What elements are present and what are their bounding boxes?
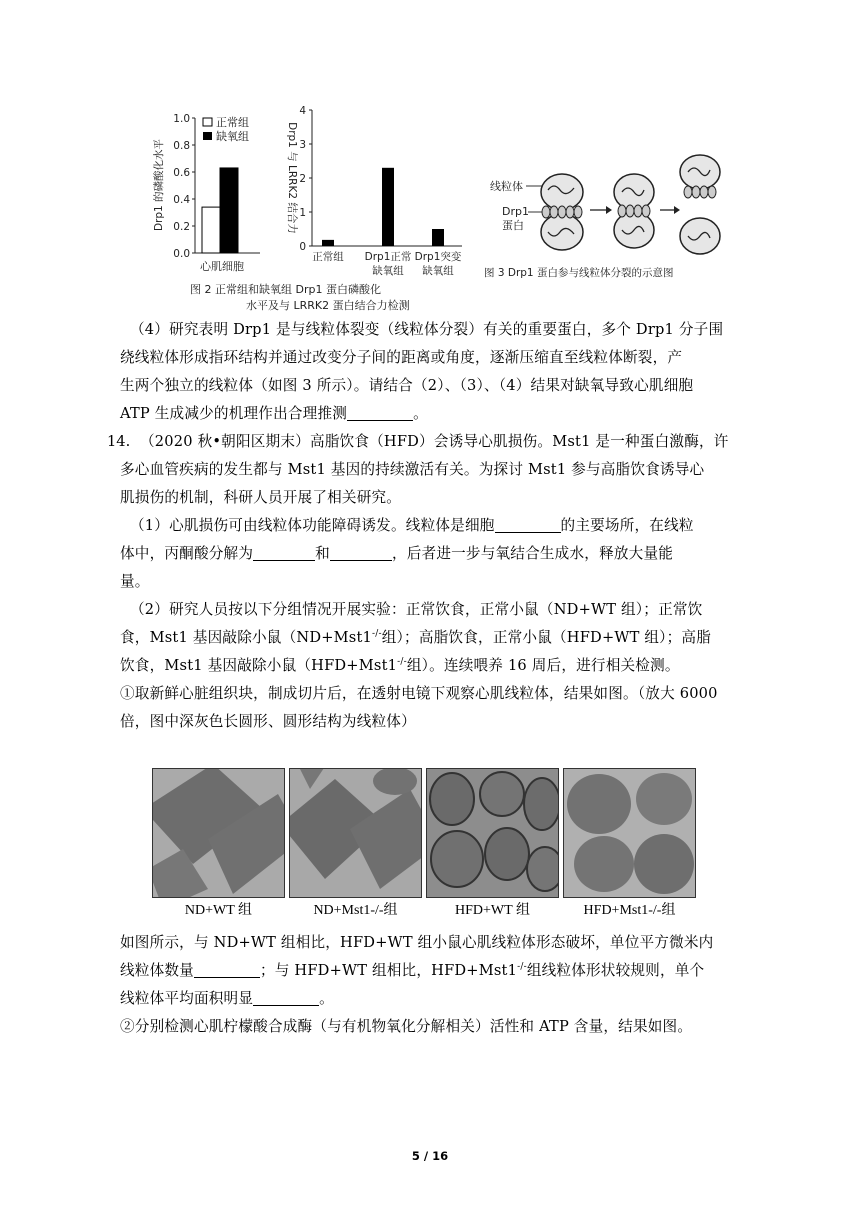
q4-line-3: 生两个独立的线粒体（如图 3 所示）。请结合（2）、（3）、（4）结果对缺氧导致心肌细胞 <box>120 377 694 394</box>
legend-normal-swatch <box>203 118 212 126</box>
micrograph-nd-wt <box>152 768 285 920</box>
mitochondrion-stage-3 <box>680 155 720 254</box>
chart-b-category-label: 缺氧组 <box>422 265 454 277</box>
chart-b-bar-3 <box>432 229 444 246</box>
chart-a-ylabel: Drp1 的磷酸化水平 <box>153 138 165 232</box>
chart-b-category-label: 缺氧组 <box>372 265 404 277</box>
chart-b-tick-label: 1 <box>299 207 306 219</box>
chart-b-category-label: 正常组 <box>312 251 344 263</box>
chart-a-tick-label: 0.2 <box>173 221 190 233</box>
label-drp1: Drp1 <box>502 205 529 218</box>
figure-3-caption: 图 3 Drp1 蛋白参与线粒体分裂的示意图 <box>484 267 674 279</box>
micrograph-discussion: 如图所示，与 ND+WT 组相比，HFD+WT 组小鼠心肌线粒体形态破坏，单位平方微米内 线粒体数量 ；与 HFD+WT 组相比，HFD+Mst1-/-组线粒体形状较规则，单个 线粒体平均面积明显 。 ②分别检测心肌柠檬酸合成酶（与有机物氧化分解相关）活性和 ATP 含量，结果如图。 <box>120 929 726 1041</box>
micrograph-label: ND+Mst1-/-组 <box>313 903 398 918</box>
q4-line-4: ATP 生成减少的机理作出合理推测 <box>120 405 348 422</box>
label-protein: 蛋白 <box>502 219 524 232</box>
micrograph-image <box>152 768 285 898</box>
chart-b-tick-label: 3 <box>299 139 306 151</box>
chart-a-bar-normal <box>202 207 220 253</box>
answer-blank[interactable] <box>330 543 392 561</box>
micrograph-nd-mst1 <box>289 768 422 920</box>
figure-3 <box>482 150 747 285</box>
question-14-body: 多心血管疾病的发生都与 Mst1 基因的持续激活有关。为探讨 Mst1 参与高脂饮食诱导心 肌损伤的机制，科研人员开展了相关研究。 （1）心肌损伤可由线粒体功能障碍诱发。线粒体是细胞 的主要场所，在线粒 体中，丙酮酸分解为 和 ，后者进一步与氧结合生成水，释放大量能 量。 （2）研究人员按以下分组情况开展实验：正常饮食，正常小鼠（ND+WT 组）；正常饮 食，Mst1 基因敲除小鼠（ND+Mst1-/-组）；高脂饮食，正常小鼠（HFD+WT 组）；高脂 饮食，Mst1 基因敲除小鼠（HFD+Mst1-/-组）。连续喂养 16 周后，进行相关检测。 ①取新鲜心脏组织块，制成切片后，在透射电镜下观察心肌线粒体，结果如图。（放大 6000 倍，图中深灰色长圆形、圆形结构为线粒体） <box>120 456 726 736</box>
q14-p1-f: 量。 <box>120 573 150 590</box>
chart-b-tick-label: 2 <box>299 173 306 185</box>
legend-hypoxia-label: 缺氧组 <box>216 130 249 143</box>
chart-b-tick-label: 0 <box>299 241 306 253</box>
after-line-4: ②分别检测心肌柠檬酸合成酶（与有机物氧化分解相关）活性和 ATP 含量，结果如图。 <box>120 1018 693 1035</box>
micrograph-hfd-mst1 <box>563 768 696 920</box>
chart-a-tick-label: 0.6 <box>173 167 190 179</box>
q14-line-2: 多心血管疾病的发生都与 Mst1 基因的持续激活有关。为探讨 Mst1 参与高脂饮食诱导心 <box>120 461 705 478</box>
q14-c1-line-1: ①取新鲜心脏组织块，制成切片后，在透射电镜下观察心肌线粒体，结果如图。（放大 6000 <box>120 685 718 702</box>
legend-normal-label: 正常组 <box>216 116 249 129</box>
mitochondrion-stage-1 <box>541 174 583 250</box>
chart-a-tick-label: 1.0 <box>173 113 190 125</box>
figure-2-caption-line1: 图 2 正常组和缺氧组 Drp1 蛋白磷酸化 <box>190 283 381 296</box>
q14-c1-line-2: 倍，图中深灰色长圆形、圆形结构为线粒体） <box>120 713 416 730</box>
question-4: （4）研究表明 Drp1 是与线粒体裂变（线粒体分裂）有关的重要蛋白，多个 Drp1 分子围 绕线粒体形成指环结构并通过改变分子间的距离或角度，逐渐压缩直至线粒体断裂，产 生两个独立的线粒体（如图 3 所示）。请结合（2）、（3）、（4）结果对缺氧导致心肌细胞 ATP 生成减少的机理作出合理推测 。 <box>120 316 726 428</box>
page-number: 5 / 16 <box>411 1149 449 1163</box>
legend-hypoxia-swatch <box>203 132 212 140</box>
figure-2 <box>150 100 475 320</box>
label-mitochondrion: 线粒体 <box>490 180 523 193</box>
q4-line-1: （4）研究表明 Drp1 是与线粒体裂变（线粒体分裂）有关的重要蛋白，多个 Drp1 分子围 <box>130 321 724 338</box>
after-line-1: 如图所示，与 ND+WT 组相比，HFD+WT 组小鼠心肌线粒体形态破坏，单位平方微米内 <box>120 934 714 951</box>
figure-2-caption-line2: 水平及与 LRRK2 蛋白结合力检测 <box>246 299 410 312</box>
micrograph-label: HFD+Mst1-/-组 <box>583 903 676 918</box>
chart-a-tick-label: 0.0 <box>173 248 190 260</box>
micrograph-image <box>426 768 559 898</box>
micrograph-image <box>563 768 696 898</box>
figure-2-charts <box>150 100 475 320</box>
micrograph-row <box>152 768 698 920</box>
chart-b-bar-2 <box>382 168 394 246</box>
micrograph-label: ND+WT 组 <box>184 903 253 918</box>
q14-line-1: （2020 秋•朝阳区期末）高脂饮食（HFD）会诱导心肌损伤。Mst1 是一种蛋白激酶，许 <box>140 433 729 450</box>
question-14-number: 14. <box>107 433 131 450</box>
q14-line-3: 肌损伤的机制，科研人员开展了相关研究。 <box>120 489 402 506</box>
micrograph-label: HFD+WT 组 <box>455 903 530 918</box>
chart-a-category: 心肌细胞 <box>200 260 244 273</box>
answer-blank[interactable] <box>347 403 413 421</box>
mitochondrion-stage-2 <box>614 174 654 248</box>
q14-p2-line-1: （2）研究人员按以下分组情况开展实验：正常饮食，正常小鼠（ND+WT 组）；正常饮 <box>130 601 703 618</box>
answer-blank[interactable] <box>253 543 315 561</box>
chart-b-tick-label: 4 <box>299 105 306 117</box>
q4-line-2: 绕线粒体形成指环结构并通过改变分子间的距离或角度，逐渐压缩直至线粒体断裂，产 <box>120 349 683 366</box>
chart-b-bar-1 <box>322 240 334 246</box>
micrograph-hfd-wt <box>426 768 559 920</box>
answer-blank[interactable] <box>253 988 319 1006</box>
answer-blank[interactable] <box>495 515 561 533</box>
chart-b-category-label: Drp1正常 <box>364 251 412 263</box>
chart-a-bar-hypoxia <box>220 168 238 253</box>
q14-p1-a: （1）心肌损伤可由线粒体功能障碍诱发。线粒体是细胞 <box>130 517 495 534</box>
answer-blank[interactable] <box>194 960 260 978</box>
figure-3-schematic <box>482 150 747 285</box>
chart-b-category-label: Drp1突变 <box>414 251 462 263</box>
chart-a-tick-label: 0.8 <box>173 140 190 152</box>
question-14-intro <box>140 428 729 456</box>
chart-a-tick-label: 0.4 <box>173 194 190 206</box>
micrograph-image <box>289 768 422 898</box>
chart-b-ylabel: Drp1 与 LRRK2 结合力 <box>286 122 298 234</box>
